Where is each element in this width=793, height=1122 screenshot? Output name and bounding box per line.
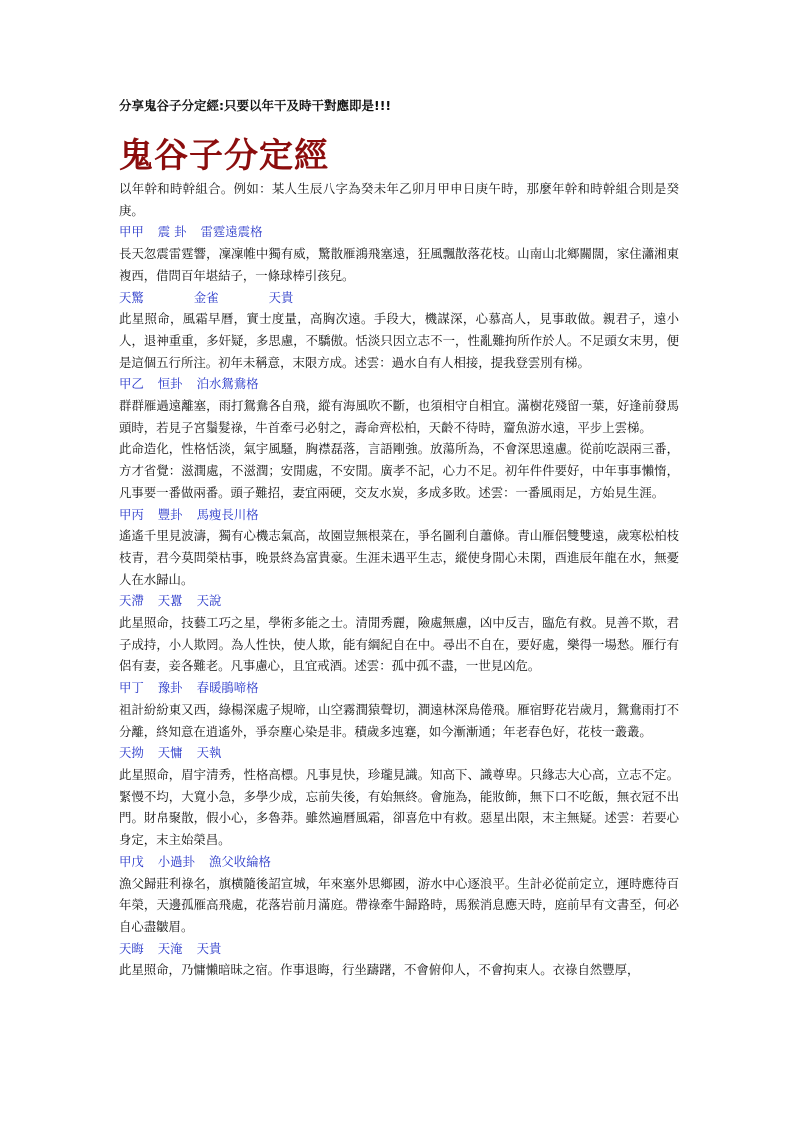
heading-part: 漁父收綸格 — [208, 853, 271, 869]
section-body: 漁父歸莊利祿名，旗横隨後詔宣城，年來塞外思鄉國，游水中心逐浪平。生計必從前定立，運時應待百年榮，天邊孤雁高飛處，花落岩前月滿庭。帶祿牽牛歸路時，馬猴消息應天時，庭前早有文書至，何必自心盡皺眉。 — [119, 875, 679, 934]
heading-part: 天拗 — [119, 745, 144, 761]
heading-part: 春暖鵑啼格 — [196, 680, 259, 696]
heading-part: 甲乙 — [119, 376, 144, 392]
section-heading — [119, 373, 679, 395]
section-body: 此星照命，風霜早曆，實士度量，高胸次遠。手段大，機謀深，心慕高人，見事敢做。親君子，遠小人，退神重重，多奸疑，多思慮，不驕傲。恬淡只因立志不一，性亂難拘所作於人。不足頭女末男，便是這個五行所注。初年未稱意，末限方成。述雲：過水自有人相接，提我登雲別有梯。 — [119, 311, 679, 370]
heading-part: 小過卦 — [157, 853, 195, 869]
heading-part: 恒卦 — [157, 376, 183, 392]
heading-part: 天驚 — [119, 289, 144, 305]
section-2 — [119, 287, 679, 374]
section-3 — [119, 373, 679, 438]
section-body: 此星照命，技藝工巧之星，學術多能之士。清閒秀麗，險處無慮，凶中反吉，臨危有救。見善不欺，君子成持，小人欺罔。為人性快，使人欺，能有綱紀自在中。尋出不自在，要好處，樂得一場愁。雁行有侶有妻，妾各難老。凡事慮心，且宜戒酒。述雲：孤中孤不盡，一世見凶危。 — [119, 615, 679, 674]
section-heading — [119, 742, 679, 764]
intro-paragraph: 以年幹和時幹組合。例如：某人生辰八字為癸未年乙卯月甲申日庚午時，那麼年幹和時幹組合則是癸庚。 — [119, 181, 679, 218]
section-5 — [119, 504, 679, 591]
document-page — [119, 96, 679, 981]
section-body: 遙遙千里見波濤，獨有心機志氣高，故園豈無根菜在，爭名圖利自蕭條。青山雁侶雙雙遠，歲寒松柏枝枝青，君今莫問榮枯事，晚景終為富貴豪。生涯未遇平生志，縱使身閒心未閑，酉進辰年龍在水，無憂人在水歸山。 — [119, 528, 679, 587]
section-4 — [119, 438, 679, 503]
document-title: 鬼谷子分定經 — [119, 136, 329, 176]
section-heading — [119, 504, 679, 526]
section-body: 長天忽震雷霆響，凜凜帷中獨有威，驚散雁鴻飛塞遠，狂風飄散落花枝。山南山北鄉關闊，家住瀟湘東複西，借問百年堪結子，一條球棒引孩兒。 — [119, 246, 679, 283]
section-6 — [119, 590, 679, 677]
heading-part: 天貴 — [268, 289, 294, 305]
heading-part: 天執 — [196, 745, 222, 761]
heading-part: 甲甲 — [119, 224, 144, 240]
heading-part: 豫卦 — [157, 680, 183, 696]
heading-part: 豐卦 — [157, 506, 183, 522]
heading-part: 甲丁 — [119, 680, 144, 696]
heading-part: 天晦 — [119, 940, 144, 956]
heading-part: 馬瘦長川格 — [196, 506, 259, 522]
heading-part: 天囂 — [157, 593, 183, 609]
heading-part: 甲戊 — [119, 853, 144, 869]
section-heading — [119, 287, 679, 309]
section-heading — [119, 938, 679, 960]
section-heading — [119, 851, 679, 873]
heading-part: 天淹 — [157, 940, 183, 956]
section-1 — [119, 221, 679, 286]
section-7 — [119, 677, 679, 742]
section-9 — [119, 851, 679, 938]
heading-part: 泊水鴛鴦格 — [196, 376, 259, 392]
section-heading — [119, 677, 679, 699]
heading-part: 天貴 — [196, 940, 222, 956]
heading-part: 甲丙 — [119, 506, 144, 522]
share-line: 分享鬼谷子分定經:只要以年干及時干對應即是!!! — [119, 98, 392, 113]
section-body: 群群雁過遠離塞，雨打鴛鴦各自飛，縱有海風吹不斷，也須相守自相宜。滿樹花殘留一葉，好逢前發馬頭時，若見子宮鬚髮祿，牛首牽弓必射之，壽命齊松柏，天齡不待時，齏魚游水遠，平步上雲梯。 — [119, 398, 679, 435]
heading-part: 金雀 — [193, 289, 219, 305]
section-body: 此星照命，乃慵懶暗昧之宿。作事退晦，行坐躊躇，不會俯仰人，不會拘束人。衣祿自然豐厚， — [119, 962, 640, 978]
heading-part: 震 卦 — [157, 224, 187, 240]
section-body: 此命造化，性格恬淡，氣宇風騷，胸襟磊落，言語剛強。放蕩所為，不會深思遠慮。從前吃誤兩三番，方才省覺：滋潤處，不滋潤；安閒處，不安閒。廣孝不記，心力不足。初年件件要好，中年事事懶惰，凡事要一番做兩番。頭子難招，妻宜兩硬，交友水炭，多成多敗。述雲：一番風雨足，方始見生涯。 — [119, 441, 679, 500]
section-heading — [119, 221, 679, 243]
section-body: 祖計紛紛東又西，綠楊深處子規啼，山空霧潤猿聲切，澗遠林深鳥倦飛。雁宿野花岩歲月，鴛鴦雨打不分離，終知意在逍遙外，爭奈塵心染是非。積歲多迍蹇，如今漸漸通；年老春色好，花枝一叢叢。 — [119, 701, 679, 739]
heading-part: 天慵 — [157, 745, 183, 761]
heading-part: 雷霆遠震格 — [200, 224, 263, 240]
section-body: 此星照命，眉宇清秀，性格高標。凡事見快，珍瓏見識。知高下、識尊卑。只緣志大心高，立志不定。緊慢不均，大寬小急，多學少成，忘前失後，有始無終。會施為，能妝飾，無下口不吃飯，無衣冠不出門。財帛聚散，假小心，多魯莽。雖然遍曆風霜，卻喜危中有救。惡星出限，末主無疑。述雲：若要心身定，末主始榮昌。 — [119, 766, 679, 848]
section-8 — [119, 742, 679, 851]
heading-part: 天說 — [196, 593, 222, 609]
section-10 — [119, 938, 679, 981]
section-heading — [119, 590, 679, 612]
heading-part: 天滯 — [119, 593, 144, 609]
